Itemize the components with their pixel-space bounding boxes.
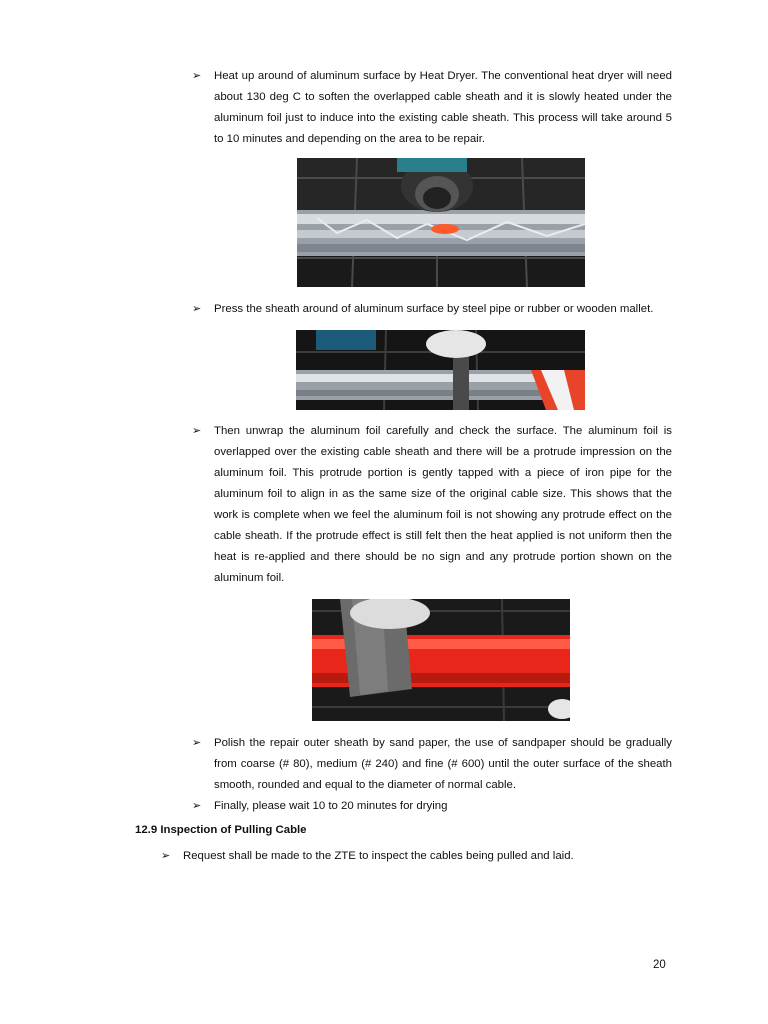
bullet-arrow-icon: ➢ — [192, 70, 202, 82]
bullet-text: Request shall be made to the ZTE to inspect the cables being pulled and laid. — [183, 850, 574, 862]
bullet-text: Finally, please wait 10 to 20 minutes for drying — [214, 800, 448, 812]
bullet-wait-drying — [192, 796, 672, 817]
bullet-text: Then unwrap the aluminum foil carefully and check the surface. The aluminum foil is overlapped over the existing cable sheath and there will be a protrude impression on the aluminum foil. This protrude portion is gently tapped with a piece of iron pipe for the aluminum foil to align in as the same size of the original cable size. This shows that the work is complete when we feel the aluminum foil is not showing any protrude effect on the cable sheath. If the protrude effect is still felt then the heat applied is not uniform then the heat is re-applied and there should be no sign and any protrude portion shown on the aluminum foil. — [214, 425, 672, 584]
bullet-arrow-icon: ➢ — [192, 425, 202, 437]
photo-press-sheath — [296, 330, 585, 410]
section-heading: 12.9 Inspection of Pulling Cable — [135, 824, 307, 836]
bullet-press-sheath — [192, 299, 672, 320]
bullet-arrow-icon: ➢ — [192, 303, 202, 315]
bullet-text: Heat up around of aluminum surface by Heat Dryer. The conventional heat dryer will need about 130 deg C to soften the overlapped cable sheath and it is slowly heated under the aluminum foil just to induce into the existing cable sheath. This process will take around 5 to 10 minutes and depending on the area to be repair. — [214, 70, 672, 145]
page-number: 20 — [653, 959, 666, 971]
bullet-unwrap-foil — [192, 421, 672, 589]
bullet-inspection-request — [161, 846, 681, 867]
bullet-text: Press the sheath around of aluminum surface by steel pipe or rubber or wooden mallet. — [214, 303, 654, 315]
bullet-arrow-icon: ➢ — [192, 800, 202, 812]
photo-heat-dryer — [297, 158, 585, 287]
bullet-arrow-icon: ➢ — [192, 737, 202, 749]
bullet-heat-dryer — [192, 66, 672, 150]
photo-check-surface — [312, 599, 570, 721]
bullet-text: Polish the repair outer sheath by sand paper, the use of sandpaper should be gradually from coarse (# 80), medium (# 240) and fine (# 600) until the outer surface of the sheath smooth, rounded and equal to the diameter of normal cable. — [214, 737, 672, 791]
bullet-arrow-icon: ➢ — [161, 850, 171, 862]
bullet-polish-sheath — [192, 733, 672, 796]
